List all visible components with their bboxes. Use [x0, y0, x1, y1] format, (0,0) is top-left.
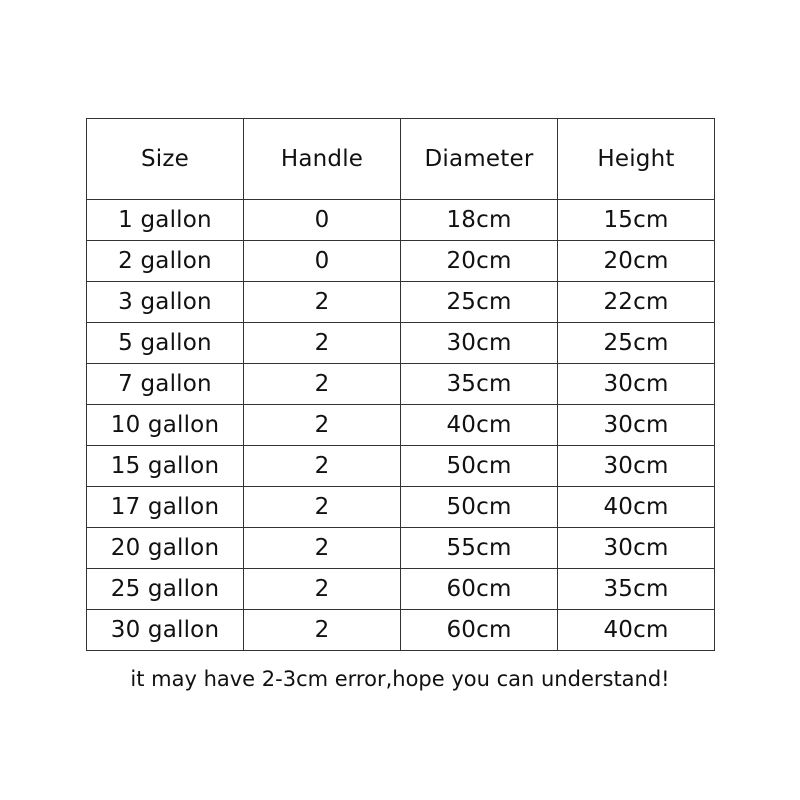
table-row: [87, 405, 715, 446]
table-row: [87, 446, 715, 487]
cell-height: 30cm: [558, 446, 715, 487]
cell-size: 5 gallon: [87, 323, 244, 364]
cell-height: 15cm: [558, 200, 715, 241]
cell-size: 15 gallon: [87, 446, 244, 487]
table-row: [87, 282, 715, 323]
cell-handle: 2: [244, 405, 401, 446]
cell-size: 30 gallon: [87, 610, 244, 651]
cell-diameter: 60cm: [401, 569, 558, 610]
cell-diameter: 20cm: [401, 241, 558, 282]
table-row: [87, 323, 715, 364]
cell-size: 20 gallon: [87, 528, 244, 569]
cell-size: 25 gallon: [87, 569, 244, 610]
cell-handle: 2: [244, 528, 401, 569]
header-height: Height: [558, 119, 715, 200]
cell-handle: 2: [244, 610, 401, 651]
header-size: Size: [87, 119, 244, 200]
table-row: [87, 569, 715, 610]
size-chart-table: [86, 118, 715, 651]
table-row: [87, 200, 715, 241]
cell-handle: 2: [244, 487, 401, 528]
cell-size: 1 gallon: [87, 200, 244, 241]
cell-diameter: 55cm: [401, 528, 558, 569]
cell-handle: 2: [244, 282, 401, 323]
table-row: [87, 241, 715, 282]
cell-diameter: 25cm: [401, 282, 558, 323]
cell-diameter: 18cm: [401, 200, 558, 241]
header-diameter: Diameter: [401, 119, 558, 200]
cell-size: 2 gallon: [87, 241, 244, 282]
cell-height: 40cm: [558, 487, 715, 528]
cell-handle: 2: [244, 446, 401, 487]
cell-diameter: 40cm: [401, 405, 558, 446]
table-body: [87, 200, 715, 651]
table-row: [87, 487, 715, 528]
cell-height: 20cm: [558, 241, 715, 282]
cell-size: 3 gallon: [87, 282, 244, 323]
cell-diameter: 30cm: [401, 323, 558, 364]
table-header: [87, 119, 715, 200]
cell-height: 22cm: [558, 282, 715, 323]
cell-height: 30cm: [558, 528, 715, 569]
cell-handle: 0: [244, 200, 401, 241]
cell-size: 7 gallon: [87, 364, 244, 405]
cell-size: 10 gallon: [87, 405, 244, 446]
cell-handle: 2: [244, 323, 401, 364]
cell-height: 30cm: [558, 405, 715, 446]
header-row: [87, 119, 715, 200]
cell-handle: 0: [244, 241, 401, 282]
cell-diameter: 50cm: [401, 487, 558, 528]
cell-height: 40cm: [558, 610, 715, 651]
table-row: [87, 528, 715, 569]
tolerance-note: it may have 2-3cm error,hope you can understand!: [130, 667, 670, 691]
cell-height: 30cm: [558, 364, 715, 405]
cell-handle: 2: [244, 569, 401, 610]
cell-diameter: 50cm: [401, 446, 558, 487]
cell-diameter: 35cm: [401, 364, 558, 405]
cell-diameter: 60cm: [401, 610, 558, 651]
header-handle: Handle: [244, 119, 401, 200]
cell-handle: 2: [244, 364, 401, 405]
table-row: [87, 364, 715, 405]
table-row: [87, 610, 715, 651]
cell-height: 35cm: [558, 569, 715, 610]
cell-height: 25cm: [558, 323, 715, 364]
cell-size: 17 gallon: [87, 487, 244, 528]
